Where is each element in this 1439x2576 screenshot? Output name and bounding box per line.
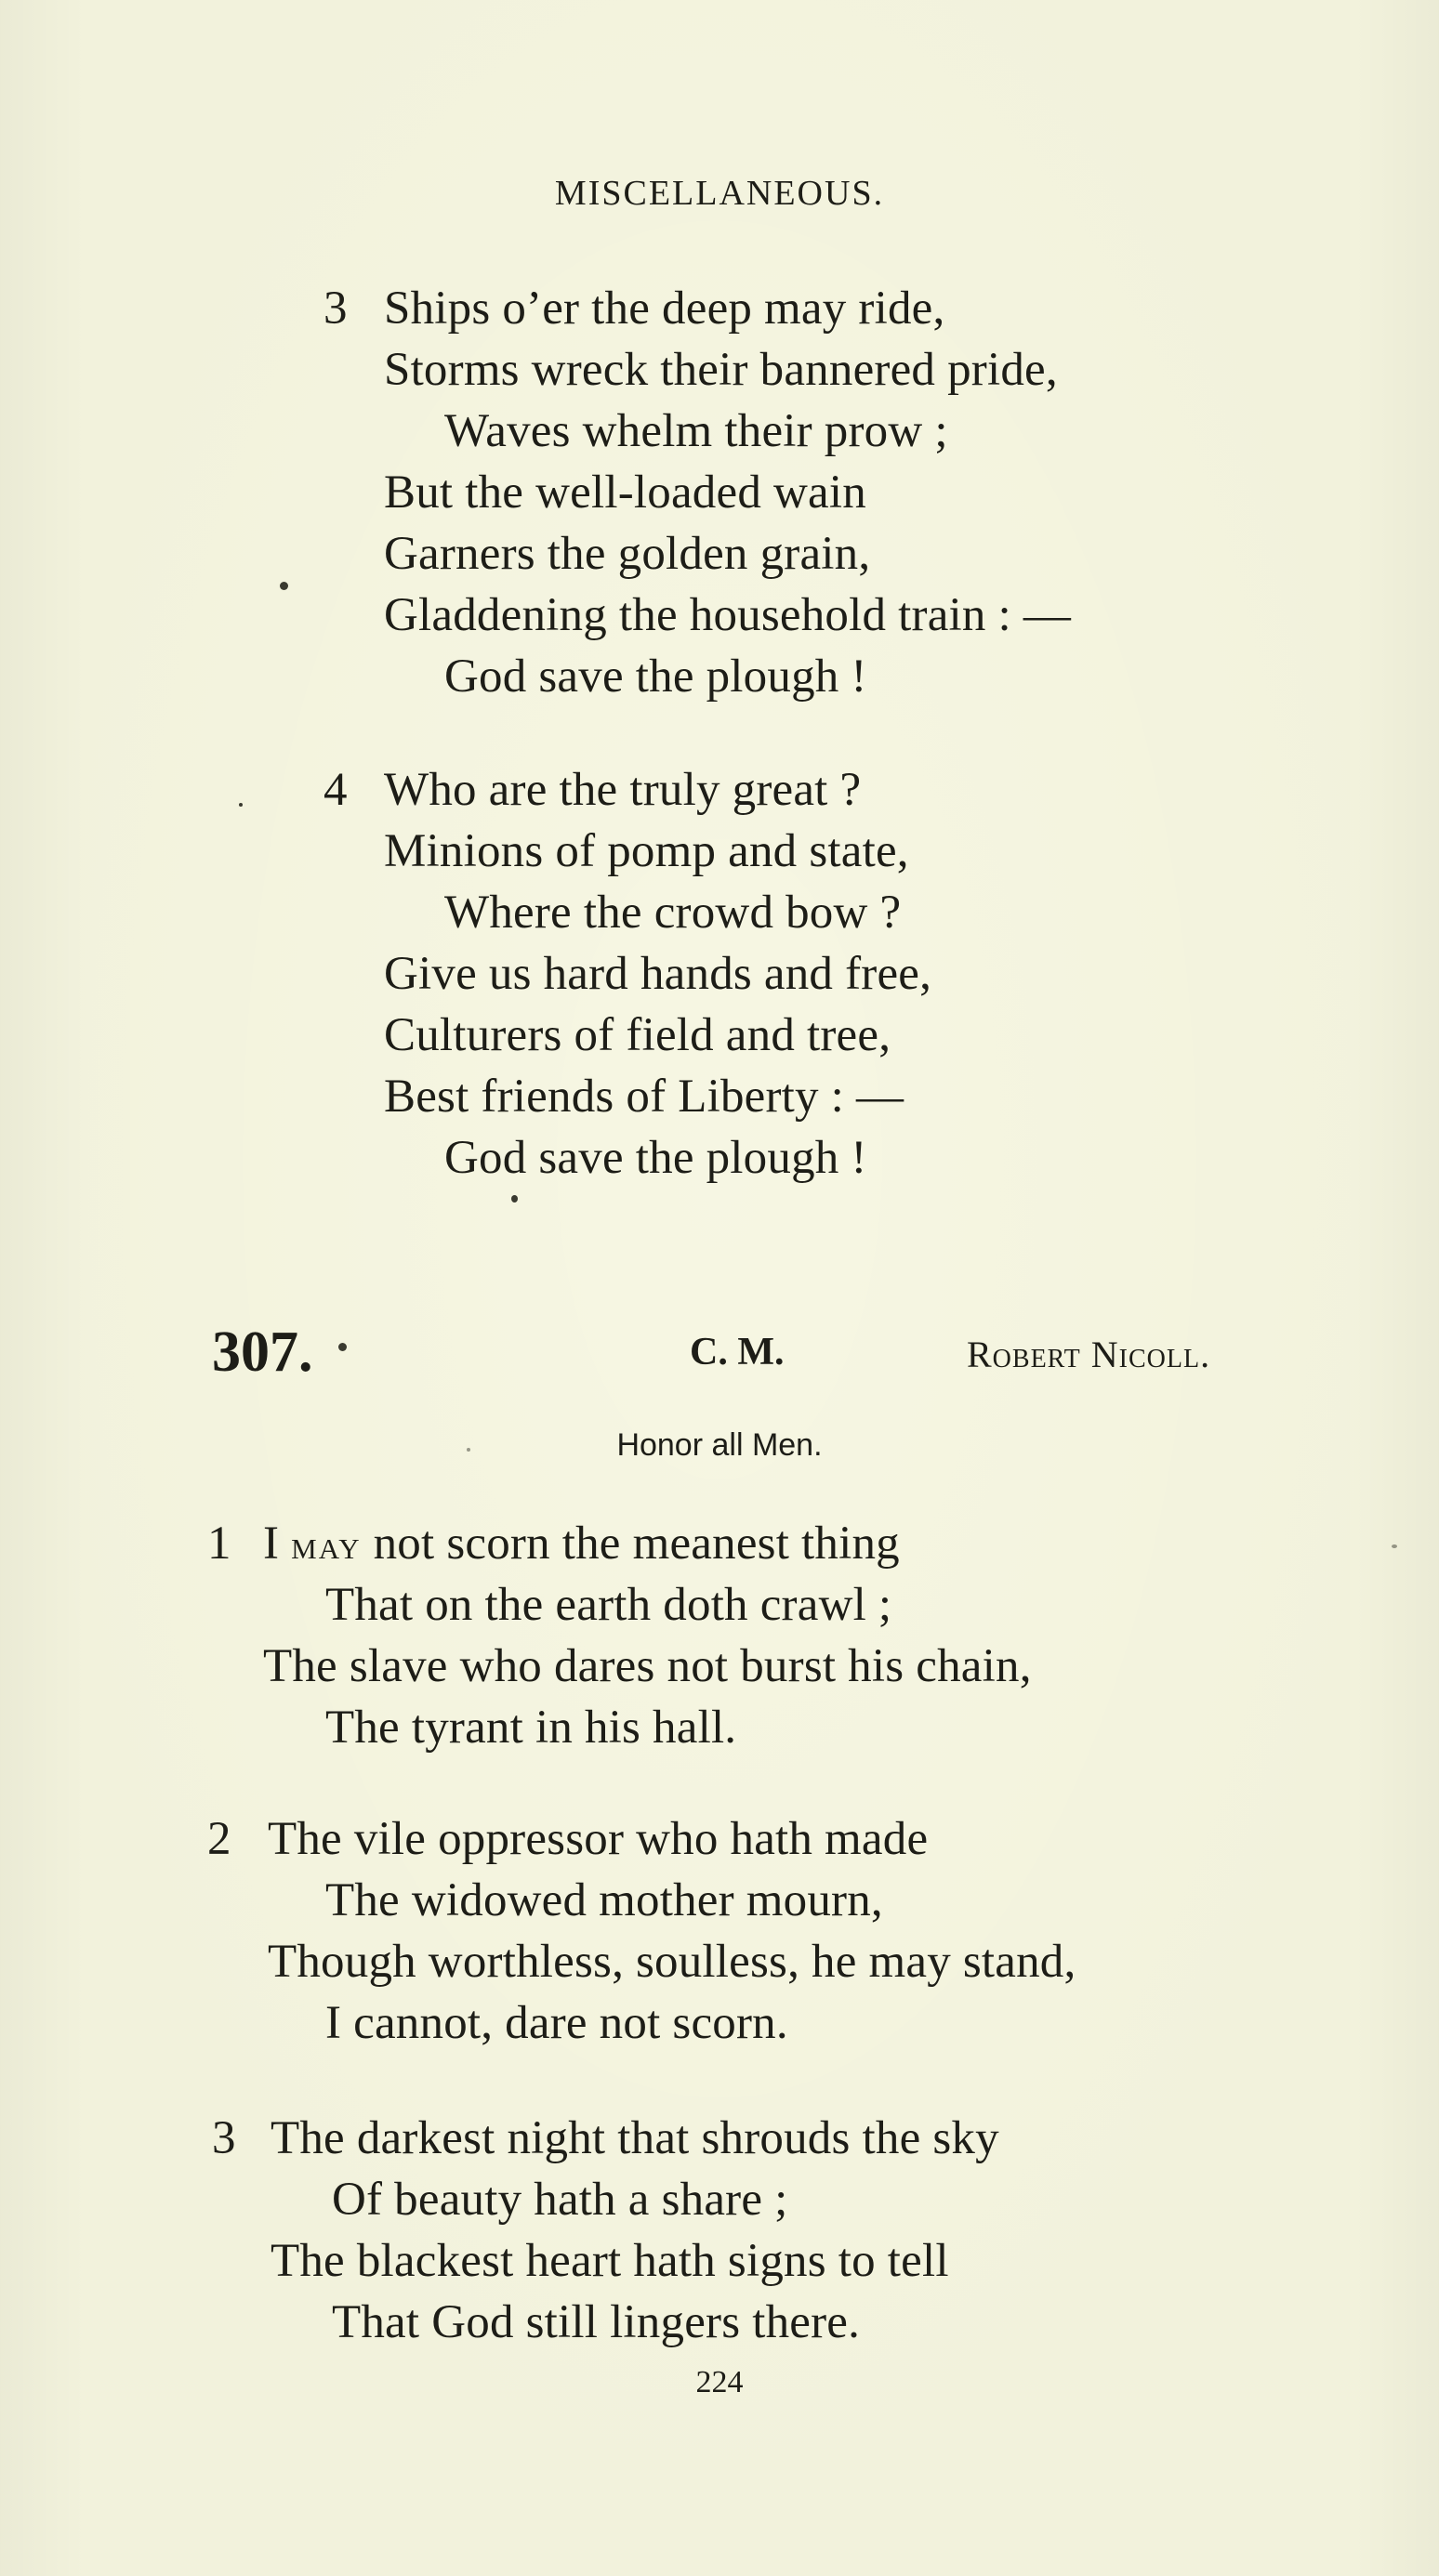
stanza-number: 2 (207, 1813, 231, 1865)
first-word: I (263, 1518, 280, 1570)
verse-line: Culturers of field and tree, (384, 1009, 891, 1061)
verse-line: Give us hard hands and free, (384, 948, 932, 1000)
verse-line: God save the plough ! (444, 1132, 867, 1184)
verse-line: I cannot, dare not scorn. (325, 1997, 788, 2049)
running-head: MISCELLANEOUS. (554, 174, 885, 213)
page-number: 224 (695, 2365, 744, 2399)
verse-line: Waves whelm their prow ; (444, 405, 948, 457)
print-speck (511, 1195, 518, 1203)
verse-line: But the well-loaded wain (384, 467, 866, 519)
verse-line: God save the plough ! (444, 651, 867, 703)
verse-line: Who are the truly great ? (384, 764, 862, 816)
verse-line: Of beauty hath a share ; (332, 2174, 788, 2226)
verse-line: The tyrant in his hall. (325, 1702, 737, 1754)
first-word-rest: may (291, 1522, 362, 1568)
verse-line: That God still lingers there. (332, 2296, 861, 2348)
stanza-number: 1 (207, 1518, 231, 1570)
hymn-title: Honor all Men. (616, 1427, 823, 1463)
verse-line: The vile oppressor who hath made (268, 1813, 929, 1865)
print-speck (280, 582, 288, 590)
hymn-author: Robert Nicoll. (967, 1334, 1211, 1375)
verse-line: Storms wreck their bannered pride, (384, 344, 1058, 396)
verse-line: Minions of pomp and state, (384, 825, 909, 877)
verse-line-text: not scorn the meanest thing (373, 1518, 900, 1570)
verse-line: Gladdening the household train : — (384, 589, 1072, 641)
verse-line-first (263, 1513, 900, 1576)
stanza-number: 3 (212, 2112, 236, 2164)
print-speck (1392, 1544, 1397, 1548)
stanza-number: 4 (323, 764, 348, 816)
print-speck (338, 1343, 347, 1351)
verse-line: Where the crowd bow ? (444, 887, 902, 939)
verse-line: The darkest night that shrouds the sky (271, 2112, 999, 2164)
stanza-number: 3 (323, 283, 348, 335)
verse-line: The widowed mother mourn, (325, 1874, 883, 1926)
verse-line: Garners the golden grain, (384, 528, 871, 580)
print-speck (239, 803, 243, 807)
verse-line: Though worthless, soulless, he may stand, (268, 1936, 1076, 1988)
print-speck (467, 1448, 470, 1452)
verse-line: The blackest heart hath signs to tell (271, 2235, 949, 2287)
verse-line: Best friends of Liberty : — (384, 1071, 904, 1123)
verse-line: Ships o’er the deep may ride, (384, 283, 945, 335)
verse-line: The slave who dares not burst his chain, (263, 1640, 1032, 1692)
hymn-meter: C. M. (690, 1331, 785, 1373)
verse-line: That on the earth doth crawl ; (325, 1579, 892, 1631)
hymn-number: 307. (212, 1321, 313, 1384)
